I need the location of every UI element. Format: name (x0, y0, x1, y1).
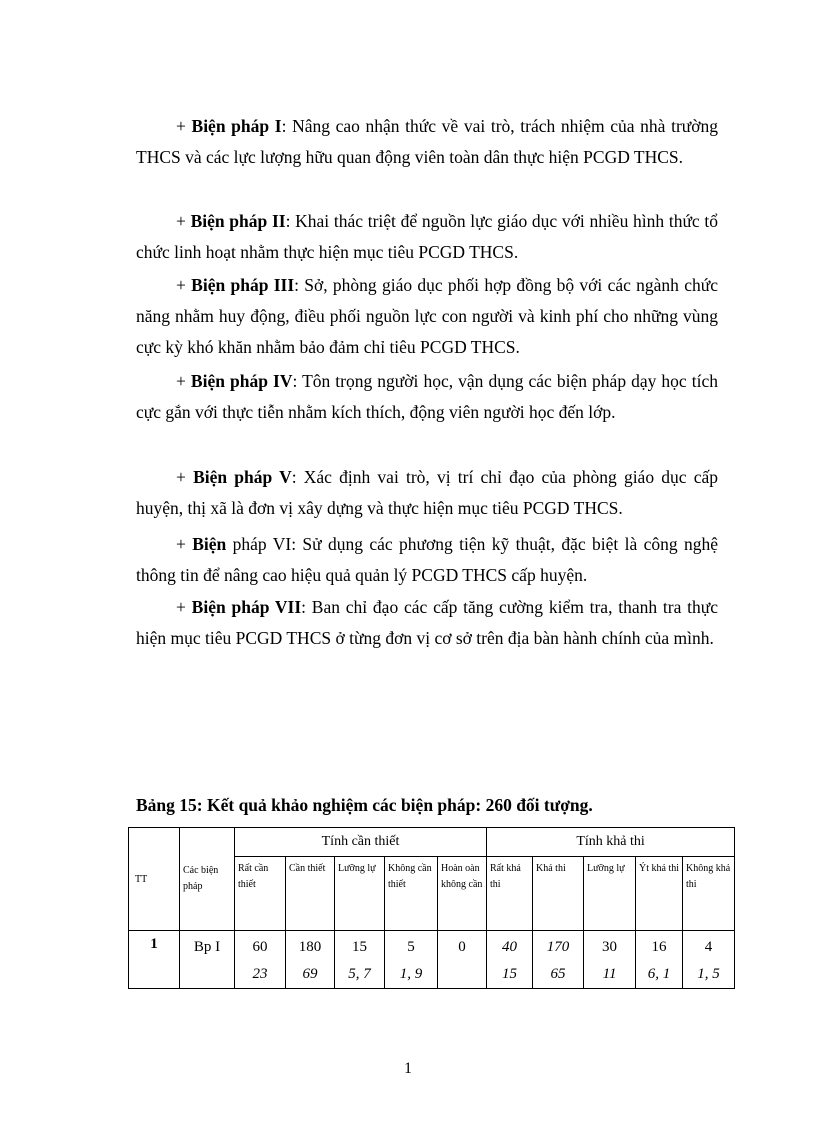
cell-necessity-none: 0 (438, 931, 487, 989)
header-feasibility-col: Không khả thi (683, 857, 735, 931)
header-measure: Các biện pháp (180, 828, 235, 931)
measure-label: Biện (192, 534, 227, 554)
cell-feasibility-unsure: 30 11 (584, 931, 636, 989)
header-tt: TT (129, 828, 180, 931)
header-feasibility-col: Ýt khả thi (636, 857, 683, 931)
measure-label: Biện pháp IV (190, 371, 293, 391)
survey-results-table (128, 827, 735, 989)
measure-label: Biện pháp I (191, 116, 282, 136)
header-necessity-col: Cần thiết (286, 857, 335, 931)
cell-necessity-unsure: 15 5, 7 (335, 931, 385, 989)
cell-feasibility-very: 40 15 (487, 931, 533, 989)
measure-paragraph-3: + Biện pháp III: Sở, phòng giáo dục phối hợp đồng bộ với các ngành chức năng nhằm huy động, điều phối nguồn lực con người và kinh phí cho những vùng cực kỳ khó khăn nhằm bảo đảm chỉ tiêu PCGD THCS. (136, 275, 718, 357)
header-feasibility-col: Lưỡng lự (584, 857, 636, 931)
cell-feasibility-none: 4 1, 5 (683, 931, 735, 989)
page-number: 1 (404, 1060, 412, 1077)
measure-label: Biện pháp V (193, 467, 292, 487)
cell-necessity-no: 5 1, 9 (385, 931, 438, 989)
measure-paragraph-7: + Biện pháp VII: Ban chỉ đạo các cấp tăng cường kiểm tra, thanh tra thực hiện mục tiêu PCGD THCS ở từng đơn vị cơ sở trên địa bàn hành chính của mình. (136, 597, 718, 648)
measure-paragraph-4: + Biện pháp IV: Tôn trọng người học, vận dụng các biện pháp dạy học tích cực gắn với thực tiễn nhằm kích thích, động viên người học đến lớp. (136, 371, 718, 422)
cell-necessity-yes: 180 69 (286, 931, 335, 989)
row-tt: 1 (129, 931, 180, 989)
measure-paragraph-1: + Biện pháp I: Nâng cao nhận thức về vai trò, trách nhiệm của nhà trường THCS và các lực lượng hữu quan động viên toàn dân thực hiện PCGD THCS. (136, 116, 719, 167)
measure-paragraph-2: + Biện pháp II: Khai thác triệt để nguồn lực giáo dục với nhiều hình thức tổ chức linh hoạt nhằm thực hiện mục tiêu PCGD THCS. (136, 211, 719, 262)
cell-feasibility-yes: 170 65 (533, 931, 584, 989)
header-necessity-col: Không cần thiết (385, 857, 438, 931)
cell-necessity-very: 60 23 (235, 931, 286, 989)
header-feasibility: Tính khả thi (487, 828, 735, 857)
header-necessity: Tính cần thiết (235, 828, 487, 857)
measure-paragraph-6: + Biện pháp VI: Sử dụng các phương tiện kỹ thuật, đặc biệt là công nghệ thông tin để nâng cao hiệu quả quản lý PCGD THCS cấp huyện. (136, 534, 719, 585)
row-measure: Bp I (180, 931, 235, 989)
measure-label: Biện pháp VII (191, 597, 302, 617)
table-caption: Bảng 15: Kết quả khảo nghiệm các biện pháp: 260 đối tượng. (136, 795, 593, 815)
cell-feasibility-low: 16 6, 1 (636, 931, 683, 989)
header-necessity-col: Lưỡng lự (335, 857, 385, 931)
header-feasibility-col: Khả thi (533, 857, 584, 931)
table-row (129, 931, 735, 989)
measure-label: Biện pháp II (190, 211, 286, 231)
header-feasibility-col: Rất khả thi (487, 857, 533, 931)
measure-paragraph-5: + Biện pháp V: Xác định vai trò, vị trí chỉ đạo của phòng giáo dục cấp huyện, thị xã là đơn vị xây dựng và thực hiện mục tiêu PCGD THCS. (136, 467, 718, 518)
header-necessity-col: Rất cần thiết (235, 857, 286, 931)
measure-label: Biện pháp III (191, 275, 295, 295)
header-necessity-col: Hoàn oàn không cần (438, 857, 487, 931)
